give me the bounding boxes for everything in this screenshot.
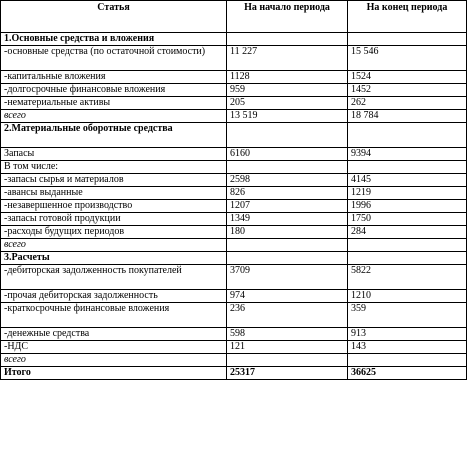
- cell-end: 262: [348, 97, 467, 110]
- cell-end: [348, 33, 467, 46]
- table-row: [1, 148, 467, 161]
- table-row: [1, 265, 467, 290]
- subtotal-label: всего: [1, 110, 227, 123]
- cell-end: 4145: [348, 174, 467, 187]
- cell-end: 15 546: [348, 46, 467, 71]
- cell-start: 6160: [227, 148, 348, 161]
- cell-start: 598: [227, 328, 348, 341]
- cell-end: [348, 252, 467, 265]
- row-label: -незавершенное производство: [1, 200, 227, 213]
- cell-end: 5822: [348, 265, 467, 290]
- table-row: [1, 200, 467, 213]
- cell-start: 2598: [227, 174, 348, 187]
- cell-end: 913: [348, 328, 467, 341]
- cell-start: 11 227: [227, 46, 348, 71]
- row-label: -основные средства (по остаточной стоимости): [1, 46, 227, 71]
- row-label: -прочая дебиторская задолженность: [1, 290, 227, 303]
- cell-start: [227, 33, 348, 46]
- table-row: [1, 71, 467, 84]
- cell-start: 13 519: [227, 110, 348, 123]
- cell-end: 1996: [348, 200, 467, 213]
- table-row: [1, 328, 467, 341]
- table-row: [1, 84, 467, 97]
- cell-start: 1128: [227, 71, 348, 84]
- cell-end: 1452: [348, 84, 467, 97]
- section-title: 3.Расчеты: [1, 252, 227, 265]
- row-label: -авансы выданные: [1, 187, 227, 200]
- table-row: [1, 174, 467, 187]
- cell-start: [227, 123, 348, 148]
- cell-start: 959: [227, 84, 348, 97]
- table-row: [1, 290, 467, 303]
- cell-start: 121: [227, 341, 348, 354]
- table-row: [1, 123, 467, 148]
- cell-start: 3709: [227, 265, 348, 290]
- cell-end: 1219: [348, 187, 467, 200]
- table-row: [1, 354, 467, 367]
- cell-start: 826: [227, 187, 348, 200]
- row-label: -запасы сырья и материалов: [1, 174, 227, 187]
- cell-end: 284: [348, 226, 467, 239]
- cell-end: [348, 161, 467, 174]
- section-title: 2.Материальные оборотные средства: [1, 123, 227, 148]
- table-row: [1, 226, 467, 239]
- section-title: 1.Основные средства и вложения: [1, 33, 227, 46]
- row-label: -долгосрочные финансовые вложения: [1, 84, 227, 97]
- table-row: [1, 161, 467, 174]
- total-end: 36625: [348, 367, 467, 380]
- row-label: -запасы готовой продукции: [1, 213, 227, 226]
- cell-start: 974: [227, 290, 348, 303]
- row-label: Запасы: [1, 148, 227, 161]
- table-row: [1, 239, 467, 252]
- table-row: [1, 252, 467, 265]
- row-label: -НДС: [1, 341, 227, 354]
- table-row: [1, 33, 467, 46]
- total-row: [1, 367, 467, 380]
- header-article: Статья: [1, 1, 227, 33]
- cell-start: 205: [227, 97, 348, 110]
- header-period-end: На конец периода: [348, 1, 467, 33]
- cell-end: [348, 239, 467, 252]
- table-header-row: [1, 1, 467, 33]
- cell-end: 9394: [348, 148, 467, 161]
- header-period-start: На начало периода: [227, 1, 348, 33]
- cell-start: [227, 161, 348, 174]
- cell-start: [227, 239, 348, 252]
- cell-start: [227, 252, 348, 265]
- cell-end: [348, 354, 467, 367]
- cell-start: 1207: [227, 200, 348, 213]
- cell-end: 1750: [348, 213, 467, 226]
- row-label: -дебиторская задолженность покупателей: [1, 265, 227, 290]
- cell-end: 1524: [348, 71, 467, 84]
- table-row: [1, 97, 467, 110]
- subtotal-label: всего: [1, 354, 227, 367]
- row-label: -расходы будущих периодов: [1, 226, 227, 239]
- cell-start: 180: [227, 226, 348, 239]
- row-label: В том числе:: [1, 161, 227, 174]
- table-row: [1, 341, 467, 354]
- cell-end: 359: [348, 303, 467, 328]
- row-label: -денежные средства: [1, 328, 227, 341]
- cell-start: 1349: [227, 213, 348, 226]
- table-row: [1, 46, 467, 71]
- cell-end: [348, 123, 467, 148]
- row-label: -капитальные вложения: [1, 71, 227, 84]
- total-start: 25317: [227, 367, 348, 380]
- subtotal-label: всего: [1, 239, 227, 252]
- table-row: [1, 303, 467, 328]
- cell-end: 143: [348, 341, 467, 354]
- cell-end: 18 784: [348, 110, 467, 123]
- total-label: Итого: [1, 367, 227, 380]
- table-row: [1, 110, 467, 123]
- table-row: [1, 213, 467, 226]
- cell-start: [227, 354, 348, 367]
- row-label: -краткосрочные финансовые вложения: [1, 303, 227, 328]
- row-label: -нематериальные активы: [1, 97, 227, 110]
- cell-end: 1210: [348, 290, 467, 303]
- table-row: [1, 187, 467, 200]
- cell-start: 236: [227, 303, 348, 328]
